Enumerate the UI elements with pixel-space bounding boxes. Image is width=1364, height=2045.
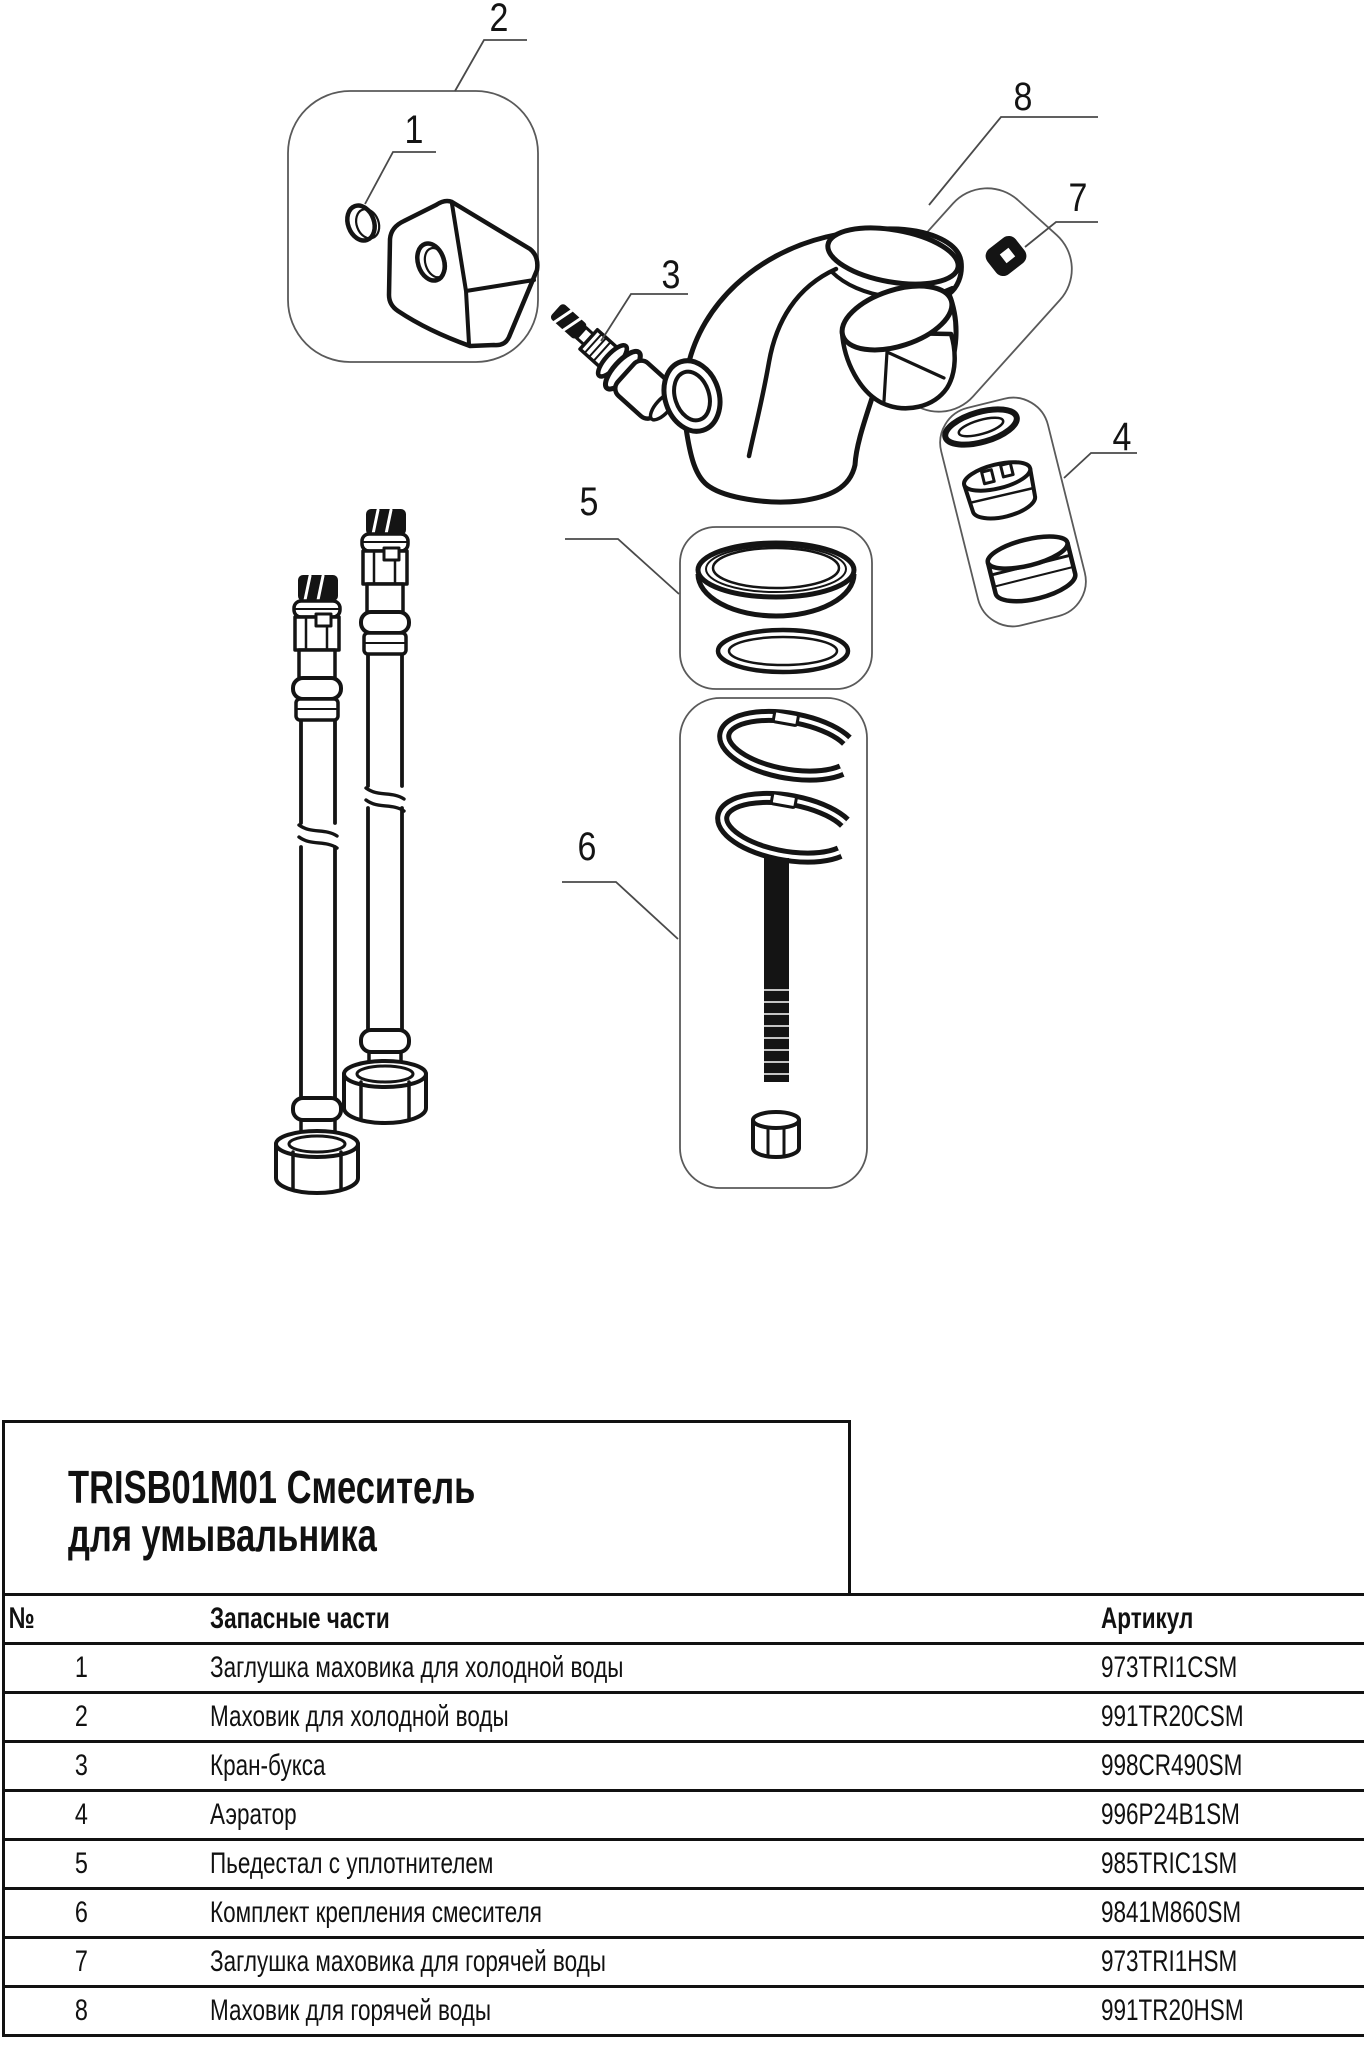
table-row xyxy=(4,1938,1364,1987)
row-part: Пьедестал с уплотнителем xyxy=(210,1847,494,1880)
hose-nut-right xyxy=(344,1061,426,1123)
cartridge xyxy=(540,292,684,429)
part-label-1: 1 xyxy=(404,106,424,152)
row-num: 2 xyxy=(74,1700,89,1733)
threaded-stud xyxy=(764,858,789,1082)
row-part: Заглушка маховика для горячей воды xyxy=(210,1945,606,1978)
table-row xyxy=(4,1644,1364,1693)
table-row xyxy=(4,1791,1364,1840)
row-article: 991TR20HSM xyxy=(1101,1994,1244,2027)
part-label-3: 3 xyxy=(661,251,681,297)
parts-table xyxy=(2,1593,1364,2037)
leader-line-1 xyxy=(365,152,436,204)
horseshoe-clip-2 xyxy=(718,785,848,865)
table-row xyxy=(4,1840,1364,1889)
supply-hose-right xyxy=(344,509,426,1123)
row-article: 998CR490SM xyxy=(1101,1749,1243,1782)
pedestal-kit xyxy=(680,527,872,689)
row-article: 973TRI1CSM xyxy=(1101,1651,1238,1684)
row-num: 5 xyxy=(74,1847,89,1880)
row-num: 3 xyxy=(74,1749,89,1782)
row-num: 1 xyxy=(74,1651,89,1684)
horseshoe-clip-1 xyxy=(720,703,850,783)
row-part: Кран-букса xyxy=(210,1749,326,1782)
header-num: № xyxy=(4,1595,159,1644)
row-part: Маховик для горячей воды xyxy=(210,1994,492,2027)
row-part: Заглушка маховика для холодной воды xyxy=(210,1651,624,1684)
row-part: Маховик для холодной воды xyxy=(210,1700,509,1733)
leader-line-2 xyxy=(455,40,527,91)
row-num: 6 xyxy=(74,1896,89,1929)
aerator-insert xyxy=(961,457,1040,525)
part-label-7: 7 xyxy=(1068,174,1088,220)
row-part: Комплект крепления смесителя xyxy=(210,1896,542,1929)
part-label-2: 2 xyxy=(489,0,509,40)
row-article: 9841M860SM xyxy=(1101,1896,1242,1929)
part-label-8: 8 xyxy=(1013,73,1033,119)
row-article: 996P24B1SM xyxy=(1101,1798,1240,1831)
cold-handle xyxy=(389,201,537,346)
hot-cap xyxy=(982,232,1030,279)
part-label-4: 4 xyxy=(1112,413,1132,459)
header-article: Артикул xyxy=(1100,1595,1364,1644)
faucet-body xyxy=(655,219,962,502)
header-part: Запасные части xyxy=(158,1595,1100,1644)
pedestal-oring xyxy=(718,630,848,672)
leader-line-3 xyxy=(601,294,688,341)
mounting-kit xyxy=(680,698,867,1188)
cold-cap xyxy=(343,200,384,244)
table-row xyxy=(4,1742,1364,1791)
part-label-5: 5 xyxy=(579,478,599,524)
hose-nut-left xyxy=(276,1131,358,1193)
row-article: 985TRIC1SM xyxy=(1101,1847,1238,1880)
table-row xyxy=(4,1889,1364,1938)
table-header-row xyxy=(4,1595,1364,1644)
table-row xyxy=(4,1693,1364,1742)
pedestal-ring xyxy=(698,543,854,616)
product-code-title: TRISB01M01 Смеситель xyxy=(68,1461,476,1513)
mounting-nut xyxy=(753,1112,799,1157)
row-num: 8 xyxy=(74,1994,89,2027)
row-part: Аэратор xyxy=(210,1798,297,1831)
leader-line-5 xyxy=(565,539,679,594)
leader-line-6 xyxy=(562,882,678,939)
aerator-kit xyxy=(933,390,1094,634)
part-label-6: 6 xyxy=(577,823,597,869)
leader-line-7 xyxy=(1025,222,1098,247)
product-title-line2: для умывальника xyxy=(68,1509,377,1561)
table-row xyxy=(4,1987,1364,2036)
row-article: 991TR20CSM xyxy=(1101,1700,1244,1733)
row-num: 4 xyxy=(74,1798,89,1831)
row-article: 973TRI1HSM xyxy=(1101,1945,1238,1978)
row-num: 7 xyxy=(74,1945,89,1978)
aerator-body xyxy=(985,530,1079,608)
